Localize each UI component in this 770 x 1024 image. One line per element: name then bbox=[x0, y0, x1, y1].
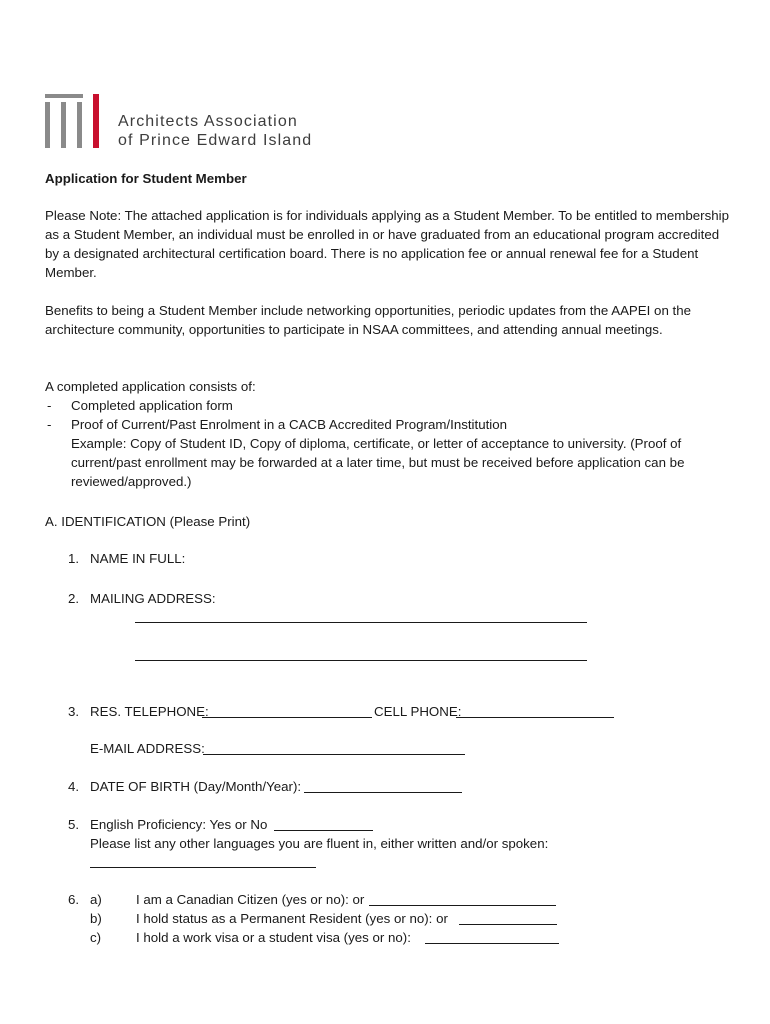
note-paragraph: Please Note: The attached application is for individuals applying as a Student Member. To be entitled to membership as a Student Member, an individual must be enrolled in or have graduated from an educational program accredited by a designated architectural certification board. There is no application fee or annual renewal fee for a Student Member. bbox=[45, 208, 729, 280]
section-heading: A. IDENTIFICATION (Please Print) bbox=[45, 514, 251, 529]
question-number: 6. bbox=[68, 892, 80, 907]
org-name-line2: of Prince Edward Island bbox=[118, 132, 313, 149]
question-number: 1. bbox=[68, 551, 80, 566]
list-bullet: - bbox=[47, 398, 52, 413]
english-proficiency-field[interactable] bbox=[274, 830, 373, 831]
requirement-item: Completed application form bbox=[71, 398, 233, 413]
option-letter: a) bbox=[90, 892, 102, 907]
org-name bbox=[118, 112, 312, 150]
org-name-line1: Architects Association bbox=[118, 113, 298, 130]
mailing-address-line-1[interactable] bbox=[135, 622, 587, 623]
visa-label: I hold a work visa or a student visa (yes or no): bbox=[136, 930, 411, 945]
date-of-birth-field[interactable] bbox=[304, 792, 462, 793]
email-label: E-MAIL ADDRESS: bbox=[90, 741, 205, 756]
benefits-paragraph: Benefits to being a Student Member include networking opportunities, periodic updates from the AAPEI on the architecture community, opportunities to participate in NSAA committees, and attending annual meetings. bbox=[45, 303, 692, 337]
option-letter: b) bbox=[90, 911, 102, 926]
cell-phone-label: CELL PHONE: bbox=[374, 704, 462, 719]
mailing-address-label: MAILING ADDRESS: bbox=[90, 591, 216, 606]
permanent-resident-label: I hold status as a Permanent Resident (yes or no): or bbox=[136, 911, 448, 926]
name-label: NAME IN FULL: bbox=[90, 551, 186, 566]
citizen-field[interactable] bbox=[369, 905, 556, 906]
page-title: Application for Student Member bbox=[45, 171, 247, 186]
mailing-address-line-2[interactable] bbox=[135, 660, 587, 661]
visa-field[interactable] bbox=[425, 943, 559, 944]
res-telephone-field[interactable] bbox=[202, 717, 372, 718]
logo-mark-icon bbox=[44, 94, 104, 148]
question-number: 4. bbox=[68, 779, 80, 794]
question-number: 5. bbox=[68, 817, 80, 832]
other-languages-field[interactable] bbox=[90, 867, 316, 868]
option-letter: c) bbox=[90, 930, 102, 945]
permanent-resident-field[interactable] bbox=[459, 924, 557, 925]
email-field[interactable] bbox=[203, 754, 465, 755]
cell-phone-field[interactable] bbox=[456, 717, 614, 718]
requirement-example: Example: Copy of Student ID, Copy of diploma, certificate, or letter of acceptance to university. (Proof of current/past enrollment may be forwarded at a later time, but must be received before application can be reviewed/approved.) bbox=[71, 436, 685, 489]
english-proficiency-label: English Proficiency: Yes or No bbox=[90, 817, 268, 832]
list-bullet: - bbox=[47, 417, 52, 432]
question-number: 3. bbox=[68, 704, 80, 719]
citizen-label: I am a Canadian Citizen (yes or no): or bbox=[136, 892, 365, 907]
requirement-item: Proof of Current/Past Enrolment in a CACB Accredited Program/Institution bbox=[71, 417, 508, 432]
other-languages-label: Please list any other languages you are fluent in, either written and/or spoken: bbox=[90, 836, 549, 851]
aapei-logo bbox=[44, 94, 104, 148]
date-of-birth-label: DATE OF BIRTH (Day/Month/Year): bbox=[90, 779, 302, 794]
question-number: 2. bbox=[68, 591, 80, 606]
requirements-intro: A completed application consists of: bbox=[45, 379, 256, 394]
res-telephone-label: RES. TELEPHONE: bbox=[90, 704, 209, 719]
